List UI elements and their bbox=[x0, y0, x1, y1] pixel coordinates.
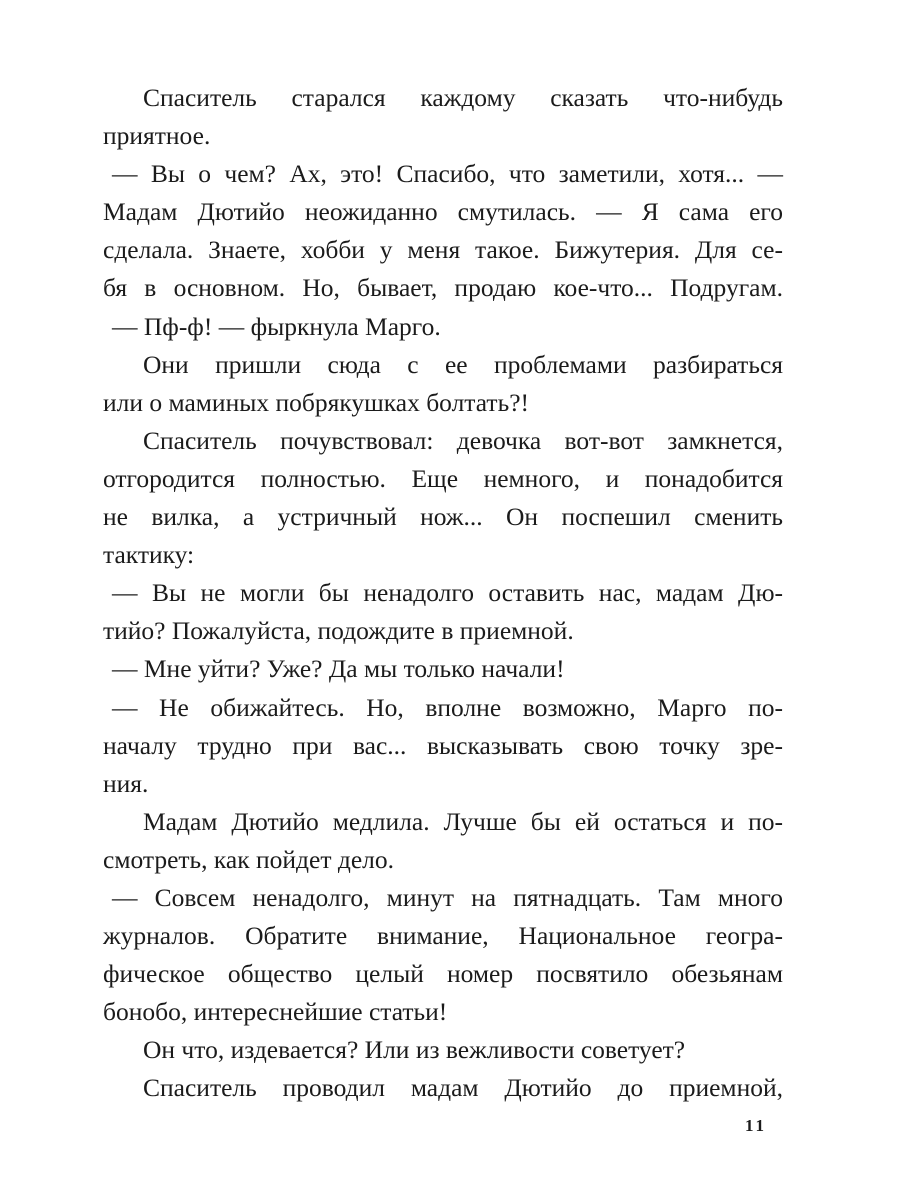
text-line: — Мне уйти? Уже? Да мы только начали! bbox=[112, 654, 565, 684]
text-line: началу трудно при вас... высказывать свою точку зре- bbox=[103, 730, 783, 760]
text-line: — Пф-ф! — фыркнула Марго. bbox=[112, 311, 441, 341]
text-line: сделала. Знаете, хобби у меня такое. Бижутерия. Для се- bbox=[103, 235, 783, 265]
text-line: тактику: bbox=[103, 540, 195, 570]
text-line: Он что, издевается? Или из вежливости советует? bbox=[143, 1035, 686, 1065]
page-number: 11 bbox=[745, 1116, 768, 1135]
text-line: — Вы о чем? Ах, это! Спасибо, что заметили, хотя... — bbox=[112, 159, 783, 189]
text-line: фическое общество целый номер посвятило обезьянам bbox=[103, 959, 783, 989]
text-line: смотреть, как пойдет дело. bbox=[103, 844, 394, 874]
text-line: отгородится полностью. Еще немного, и понадобится bbox=[103, 463, 783, 493]
text-line: Они пришли сюда с ее проблемами разбираться bbox=[143, 349, 783, 379]
text-line: бя в основном. Но, бывает, продаю кое-что... Подругам. bbox=[103, 273, 783, 303]
text-line: Мадам Дютийо медлила. Лучше бы ей остаться и по- bbox=[143, 806, 783, 836]
text-line: ния. bbox=[103, 768, 149, 798]
text-line: или о маминых побрякушках болтать?! bbox=[103, 387, 530, 417]
text-line: Мадам Дютийо неожиданно смутилась. — Я сама его bbox=[103, 197, 783, 227]
text-line: не вилка, а устричный нож... Он поспешил сменить bbox=[103, 502, 783, 532]
text-line: приятное. bbox=[103, 121, 211, 151]
text-line: — Вы не могли бы ненадолго оставить нас, мадам Дю- bbox=[112, 578, 783, 608]
text-line: тийо? Пожалуйста, подождите в приемной. bbox=[103, 616, 574, 646]
text-line: бонобо, интереснейшие статьи! bbox=[103, 997, 448, 1027]
text-line: — Совсем ненадолго, минут на пятнадцать. Там много bbox=[112, 882, 783, 912]
text-line: Спаситель почувствовал: девочка вот-вот замкнется, bbox=[143, 425, 783, 455]
text-line: Спаситель проводил мадам Дютийо до приемной, bbox=[143, 1073, 783, 1103]
text-line: журналов. Обратите внимание, Национальное геогра- bbox=[103, 921, 783, 951]
body-text bbox=[103, 79, 783, 1108]
text-line: — Не обижайтесь. Но, вполне возможно, Марго по- bbox=[112, 692, 783, 722]
text-line: Спаситель старался каждому сказать что-нибудь bbox=[143, 83, 783, 112]
